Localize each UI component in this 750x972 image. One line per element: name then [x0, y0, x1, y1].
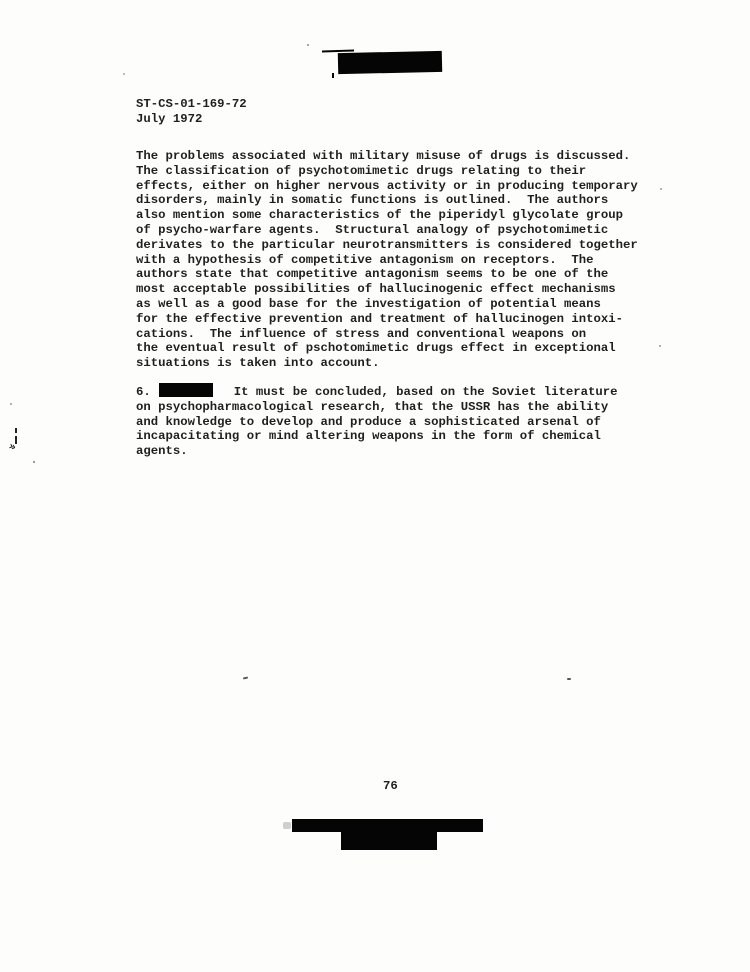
item6-number: 6.	[136, 385, 151, 399]
margin-mark-chevron: »	[6, 439, 19, 454]
redaction-bar-bottom-thick	[341, 831, 437, 850]
scan-speckle	[33, 461, 35, 463]
margin-mark-dash	[15, 428, 17, 433]
abstract-paragraph: The problems associated with military misuse of drugs is discussed. The classification of psychotomimetic drugs relating to their effects, either on higher nervous activity or in producing temporary disorders, mainly in somatic functions is outlined. The authors also mention some characteristics of the piperidyl glycolate group of psycho-warfare agents. Structural analogy of psychotomimetic derivates to the particular neurotransmitters is considered together with a hypothesis of competitive antagonism on receptors. The authors state that competitive antagonism seems to be one of the most acceptable possibilities of hallucinogenic effect mechanisms as well as a good base for the investigation of potential means for the effective prevention and treatment of hallucinogen intoxi- cations. The influence of stress and conventional weapons on the eventual result of pschotomimetic drugs effect in exceptional situations is taken into account.	[136, 149, 638, 371]
scan-speckle	[307, 44, 309, 46]
scan-speckle	[10, 403, 12, 405]
scan-speckle	[123, 73, 125, 75]
inline-redaction-bar	[159, 383, 213, 397]
scan-speckle	[283, 822, 291, 829]
scan-speckle	[660, 188, 662, 190]
item6-paragraph	[136, 383, 618, 459]
item6-text: It must be concluded, based on the Soviet literature on psychopharmacological research, that the USSR has the ability and knowledge to develop and produce a sophisticated arsenal of incapacitating or mind altering weapons in the form of chemical agents.	[136, 385, 618, 459]
scan-speckle	[659, 345, 661, 347]
redaction-bar-top	[338, 51, 442, 74]
page-number: 76	[383, 779, 398, 793]
redaction-bar-top-tick	[332, 73, 334, 78]
document-header: ST-CS-01-169-72 July 1972	[136, 97, 247, 126]
scan-speckle	[567, 678, 571, 680]
scan-speckle	[243, 677, 248, 680]
